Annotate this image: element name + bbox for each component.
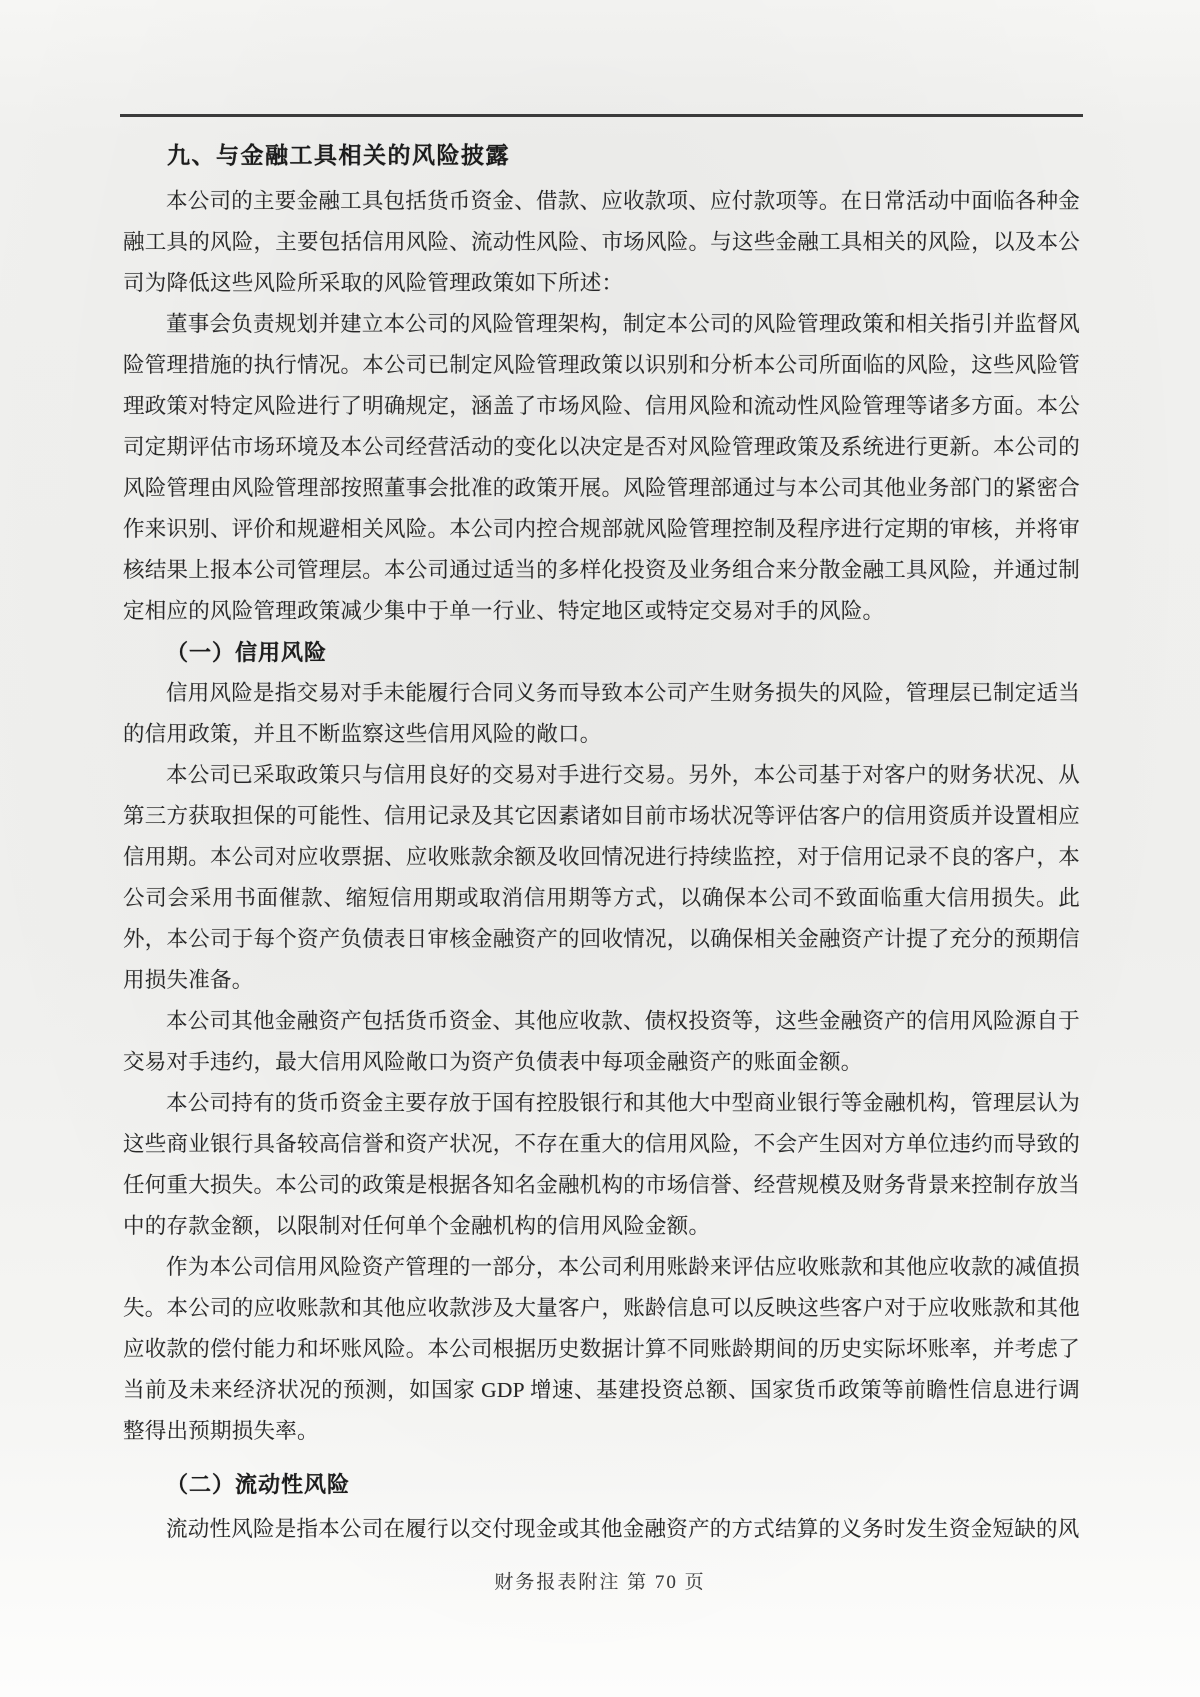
credit-risk-paragraph-4: 本公司持有的货币资金主要存放于国有控股银行和其他大中型商业银行等金融机构，管理层认为这些商业银行具备较高信誉和资产状况，不存在重大的信用风险，不会产生因对方单位违约而导致的任何重大损失。本公司的政策是根据各知名金融机构的市场信誉、经营规模及财务背景来控制存放当中的存款金额，以限制对任何单个金融机构的信用风险金额。 (123, 1091, 1081, 1238)
credit-risk-paragraph-3: 本公司其他金融资产包括货币资金、其他应收款、债权投资等，这些金融资产的信用风险源自于交易对手违约，最大信用风险敞口为资产负债表中每项金融资产的账面金额。 (123, 1009, 1080, 1074)
liquidity-risk-paragraph-1: 流动性风险是指本公司在履行以交付现金或其他金融资产的方式结算的义务时发生资金短缺的风 (166, 1517, 1080, 1541)
page-footer: 财务报表附注 第 70 页 (494, 1572, 706, 1593)
header-rule (120, 114, 1083, 117)
credit-risk-paragraph-2: 本公司已采取政策只与信用良好的交易对手进行交易。另外，本公司基于对客户的财务状况、从第三方获取担保的可能性、信用记录及其它因素诸如目前市场状况等评估客户的信用资质并设置相应信用期。本公司对应收票据、应收账款余额及收回情况进行持续监控，对于信用记录不良的客户，本公司会采用书面催款、缩短信用期或取消信用期等方式，以确保本公司不致面临重大信用损失。此外，本公司于每个资产负债表日审核金融资产的回收情况，以确保相关金融资产计提了充分的预期信用损失准备。 (123, 763, 1081, 992)
section-heading: 九、与金融工具相关的风险披露 (167, 142, 510, 168)
subsection-heading-credit-risk: （一）信用风险 (166, 640, 328, 665)
subsection-heading-liquidity-risk: （二）流动性风险 (166, 1472, 351, 1497)
intro-paragraph-1: 本公司的主要金融工具包括货币资金、借款、应收款项、应付款项等。在日常活动中面临各种金融工具的风险，主要包括信用风险、流动性风险、市场风险。与这些金融工具相关的风险，以及本公司为降低这些风险所采取的风险管理政策如下所述： (123, 189, 1081, 295)
credit-risk-paragraph-1: 信用风险是指交易对手未能履行合同义务而导致本公司产生财务损失的风险，管理层已制定适当的信用政策，并且不断监察这些信用风险的敞口。 (123, 681, 1080, 746)
credit-risk-paragraph-5: 作为本公司信用风险资产管理的一部分，本公司利用账龄来评估应收账款和其他应收款的减值损失。本公司的应收账款和其他应收款涉及大量客户，账龄信息可以反映这些客户对于应收账款和其他应收款的偿付能力和坏账风险。本公司根据历史数据计算不同账龄期间的历史实际坏账率，并考虑了当前及未来经济状况的预测，如国家 GDP 增速、基建投资总额、国家货币政策等前瞻性信息进行调整得出预期损失率。 (123, 1255, 1081, 1443)
intro-paragraph-2: 董事会负责规划并建立本公司的风险管理架构，制定本公司的风险管理政策和相关指引并监督风险管理措施的执行情况。本公司已制定风险管理政策以识别和分析本公司所面临的风险，这些风险管理政策对特定风险进行了明确规定，涵盖了市场风险、信用风险和流动性风险管理等诸多方面。本公司定期评估市场环境及本公司经营活动的变化以决定是否对风险管理政策及系统进行更新。本公司的风险管理由风险管理部按照董事会批准的政策开展。风险管理部通过与本公司其他业务部门的紧密合作来识别、评价和规避相关风险。本公司内控合规部就风险管理控制及程序进行定期的审核，并将审核结果上报本公司管理层。本公司通过适当的多样化投资及业务组合来分散金融工具风险，并通过制定相应的风险管理政策减少集中于单一行业、特定地区或特定交易对手的风险。 (123, 312, 1081, 623)
